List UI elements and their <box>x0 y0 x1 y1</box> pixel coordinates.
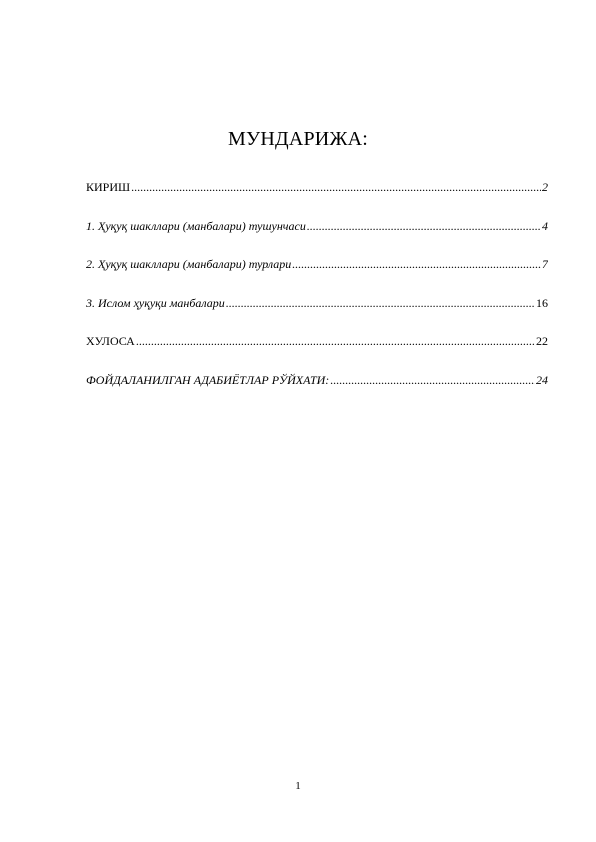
toc-entry-page: 7 <box>542 257 548 271</box>
toc-dot-leader <box>330 373 535 387</box>
toc-entry-text: 3. Ислом ҳуқуқи манбалари <box>86 295 225 310</box>
toc-entry-text: 1. Ҳуқуқ шакллари (манбалари) тушунчаси <box>86 218 306 233</box>
toc-dot-leader <box>292 257 541 271</box>
toc-entry-introduction[interactable] <box>86 180 548 194</box>
toc-entry-text: КИРИШ <box>86 180 131 194</box>
toc-dot-leader <box>307 219 541 233</box>
toc-dot-leader <box>131 180 541 194</box>
toc-entry-chapter-3[interactable] <box>86 296 548 310</box>
toc-entry-page: 4 <box>542 218 548 233</box>
toc-entry-chapter-1[interactable] <box>86 219 548 233</box>
table-of-contents <box>86 180 548 411</box>
toc-entry-page: 16 <box>536 295 548 310</box>
toc-entry-page: 24 <box>536 372 548 387</box>
toc-dot-leader <box>136 334 535 348</box>
toc-entry-page: 22 <box>536 334 548 348</box>
toc-entry-conclusion[interactable] <box>86 334 548 348</box>
page-number: 1 <box>295 780 301 792</box>
toc-entry-chapter-2[interactable] <box>86 257 548 271</box>
toc-entry-text: 2. Ҳуқуқ шакллари (манбалари) турлари <box>86 257 292 271</box>
toc-entry-page: 2 <box>542 180 548 194</box>
toc-entry-text: ФОЙДАЛАНИЛГАН АДАБИЁТЛАР РЎЙХАТИ: <box>86 372 330 387</box>
toc-entry-bibliography[interactable] <box>86 373 548 387</box>
page-title: МУНДАРИЖА: <box>228 128 368 150</box>
toc-entry-text: ХУЛОСА <box>86 334 135 348</box>
toc-dot-leader <box>226 296 535 310</box>
